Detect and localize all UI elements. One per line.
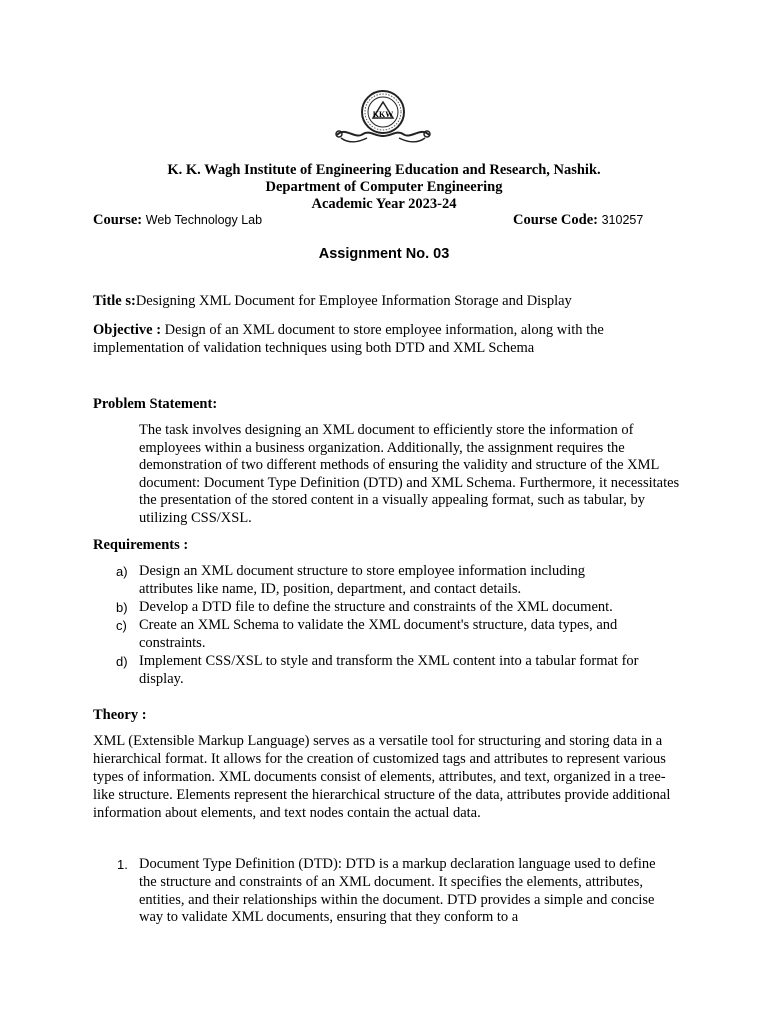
list-item-text: Create an XML Schema to validate the XML document's structure, data types, and constraints.: [139, 617, 618, 651]
course-code-line: [513, 212, 643, 229]
list-item-text: Develop a DTD file to define the structure and constraints of the XML document.: [139, 599, 613, 615]
institute-name: K. K. Wagh Institute of Engineering Education and Research, Nashik.: [167, 162, 601, 178]
course-code-value: 310257: [601, 213, 644, 227]
requirements-heading: Requirements :: [93, 537, 189, 553]
svg-text:KKW: KKW: [372, 110, 394, 119]
list-item: [93, 563, 683, 598]
academic-year: Academic Year 2023-24: [311, 196, 457, 212]
title-text: Designing XML Document for Employee Information Storage and Display: [135, 293, 572, 309]
list-item: [93, 599, 683, 617]
course-label: Course:: [93, 212, 143, 228]
list-marker: c): [116, 618, 127, 633]
assignment-title: Assignment No. 03: [318, 246, 450, 262]
problem-statement-text: The task involves designing an XML document to efficiently store the information of employees within a business organization. Additionally, the assignment requires the demonstration of two different methods of ensuring the validity and structure of the XML document: Document Type Definition (DTD) and XML Schema. Furthermore, it necessitates the presentation of the stored content in a visually appealing format, such as tabular, by utilizing CSS/XSL.: [139, 422, 680, 526]
list-marker: 1.: [117, 857, 128, 872]
list-item-text: Implement CSS/XSL to style and transform the XML content into a tabular format for display.: [139, 653, 639, 687]
course-code-label: Course Code:: [513, 212, 598, 228]
title-line: [93, 292, 683, 310]
objective-label: Objective :: [93, 322, 162, 338]
list-marker: a): [116, 564, 128, 579]
objective-text: Design of an XML document to store employee information, along with the implementation of validation techniques using both DTD and XML Schema: [93, 322, 604, 356]
theory-heading: Theory :: [93, 707, 147, 723]
list-marker: d): [116, 654, 128, 669]
objective-paragraph: [93, 321, 683, 357]
theory-text: XML (Extensible Markup Language) serves as a versatile tool for structuring and storing data in a hierarchical format. It allows for the creation of customized tags and attributes to represent various types of information. XML documents consist of elements, attributes, and text, organized in a tree-like structure. Elements represent the hierarchical structure of the data, attributes provide additional information about elements, and text nodes contain the actual data.: [93, 733, 671, 821]
problem-statement-heading: Problem Statement:: [93, 396, 218, 412]
list-item-text: Document Type Definition (DTD): DTD is a markup declaration language used to define the structure and constraints of an XML document. It specifies the elements, attributes, entities, and their relationships within the document. DTD provides a simple and concise way to validate XML documents, ensuring that they conform to a: [139, 856, 656, 926]
title-label: Title s:: [93, 293, 136, 309]
course-value: Web Technology Lab: [145, 213, 263, 227]
course-line: [93, 212, 262, 229]
list-item: [93, 856, 683, 927]
list-marker: b): [116, 600, 128, 615]
list-item-text: Design an XML document structure to store employee information including attributes like name, ID, position, department, and contact details.: [139, 563, 586, 597]
institute-emblem-icon: [333, 88, 433, 146]
list-item: [93, 617, 683, 652]
department-name: Department of Computer Engineering: [265, 179, 503, 195]
list-item: [93, 653, 683, 688]
